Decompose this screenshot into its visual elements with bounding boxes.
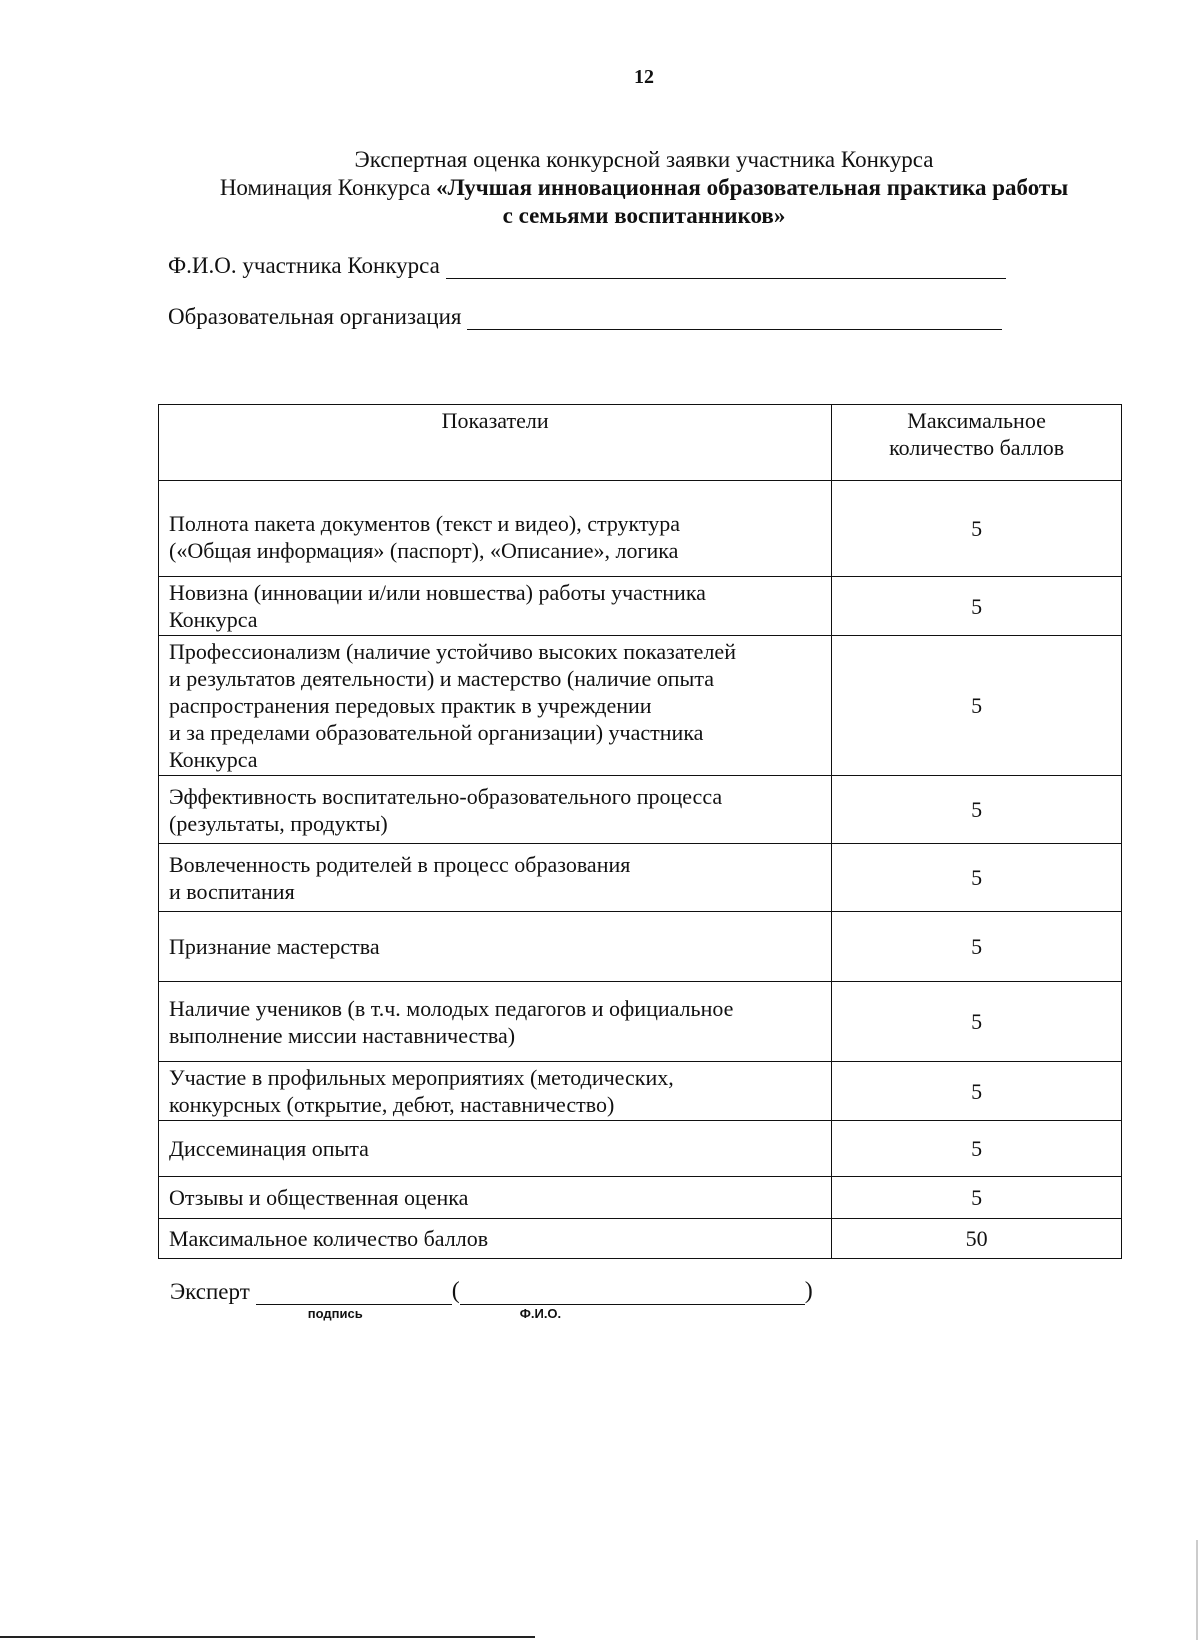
- indicator-cell: [159, 776, 832, 844]
- participant-name-label: Ф.И.О. участника Конкурса: [168, 253, 440, 278]
- expert-signature-block: [170, 1278, 813, 1321]
- table-row: [159, 577, 1122, 636]
- table-row: [159, 912, 1122, 982]
- indicator-cell: [159, 636, 832, 776]
- open-paren: (: [451, 1278, 460, 1304]
- indicator-text-line: выполнение миссии наставничества): [169, 1022, 516, 1048]
- indicator-text-line: Диссеминация опыта: [169, 1136, 369, 1161]
- indicator-cell: [159, 844, 832, 912]
- expert-name-blank[interactable]: [460, 1282, 805, 1321]
- indicator-text-line: Профессионализм (наличие устойчиво высоких показателей: [169, 639, 736, 664]
- indicator-text-line: Вовлеченность родителей в процесс образования: [169, 851, 631, 877]
- heading-nomination-title: «Лучшая инновационная образовательная практика работы: [436, 175, 1069, 200]
- indicator-text-line: («Общая информация» (паспорт), «Описание», логика: [169, 537, 679, 563]
- total-row: [159, 1219, 1122, 1259]
- signature-blank[interactable]: [256, 1282, 452, 1321]
- table-row: [159, 982, 1122, 1062]
- indicator-cell: [159, 982, 832, 1062]
- signature-caption: подпись: [307, 1306, 363, 1321]
- indicator-text-line: Конкурса: [169, 747, 258, 772]
- document-heading: [160, 146, 1128, 230]
- indicator-text-line: Конкурса: [169, 607, 258, 632]
- max-score-cell: 5: [832, 1177, 1122, 1219]
- max-score-cell: 5: [832, 1062, 1122, 1121]
- indicator-cell: [159, 1121, 832, 1177]
- indicator-cell: [159, 577, 832, 636]
- close-paren: ): [804, 1278, 813, 1304]
- heading-nomination-title-end: с семьями воспитанников»: [502, 203, 786, 228]
- indicator-text-line: Полнота пакета документов (текст и видео), структура: [169, 510, 681, 536]
- indicator-text-line: Отзывы и общественная оценка: [169, 1185, 469, 1210]
- table-row: [159, 844, 1122, 912]
- total-label: Максимальное количество баллов: [159, 1219, 832, 1259]
- table-row: [159, 636, 1122, 776]
- total-value: 50: [832, 1219, 1122, 1259]
- indicator-column-header: Показатели: [159, 405, 832, 481]
- heading-line-3: [160, 202, 1128, 230]
- scan-border-line: [0, 1636, 535, 1638]
- indicator-text-line: (результаты, продукты): [169, 810, 388, 836]
- indicator-text-line: и за пределами образовательной организации) участника: [169, 720, 704, 745]
- organization-field: [168, 304, 1002, 330]
- max-score-cell: 5: [832, 636, 1122, 776]
- name-caption: Ф.И.О.: [519, 1306, 562, 1321]
- table-body: [159, 481, 1122, 1219]
- organization-blank[interactable]: [467, 307, 1002, 330]
- max-score-cell: 5: [832, 912, 1122, 982]
- indicator-cell: [159, 1177, 832, 1219]
- table-header-row: [159, 405, 1122, 481]
- page-number: 12: [634, 66, 654, 88]
- indicator-text-line: конкурсных (открытие, дебют, наставничество): [169, 1092, 615, 1117]
- organization-label: Образовательная организация: [168, 304, 462, 329]
- table-row: [159, 1062, 1122, 1121]
- indicator-text-line: Наличие учеников (в т.ч. молодых педагогов и официальное: [169, 995, 734, 1021]
- indicator-text-line: Эффективность воспитательно-образовательного процесса: [169, 783, 723, 809]
- table-row: [159, 481, 1122, 577]
- max-score-header-line-2: количество баллов: [889, 435, 1065, 460]
- expert-label: Эксперт: [170, 1279, 250, 1304]
- max-score-cell: 5: [832, 577, 1122, 636]
- table-row: [159, 1121, 1122, 1177]
- heading-line-1: Экспертная оценка конкурсной заявки участника Конкурса: [354, 147, 934, 172]
- table-row: [159, 1177, 1122, 1219]
- indicator-text-line: Признание мастерства: [169, 934, 380, 959]
- heading-line-2: [160, 174, 1128, 202]
- indicator-text-line: Участие в профильных мероприятиях (методических,: [169, 1065, 674, 1090]
- indicator-text-line: и результатов деятельности) и мастерство (наличие опыта: [169, 666, 714, 691]
- indicator-cell: [159, 912, 832, 982]
- table-row: [159, 776, 1122, 844]
- heading-nomination-prefix: Номинация Конкурса: [219, 175, 437, 200]
- max-score-cell: 5: [832, 844, 1122, 912]
- indicator-text-line: распространения передовых практик в учреждении: [169, 693, 652, 718]
- indicator-cell: [159, 1062, 832, 1121]
- scan-side-shadow: [1196, 1540, 1198, 1640]
- max-score-cell: 5: [832, 776, 1122, 844]
- max-score-cell: 5: [832, 982, 1122, 1062]
- max-score-column-header: [832, 405, 1122, 481]
- indicator-text-line: Новизна (инновации и/или новшества) работы участника: [169, 580, 706, 605]
- max-score-header-line-1: Максимальное: [907, 408, 1046, 433]
- max-score-cell: 5: [832, 1121, 1122, 1177]
- participant-name-field: [168, 253, 1006, 279]
- max-score-cell: 5: [832, 481, 1122, 577]
- indicator-text-line: и воспитания: [169, 878, 295, 904]
- participant-name-blank[interactable]: [446, 256, 1006, 279]
- evaluation-table: [158, 404, 1122, 1259]
- indicator-cell: [159, 481, 832, 577]
